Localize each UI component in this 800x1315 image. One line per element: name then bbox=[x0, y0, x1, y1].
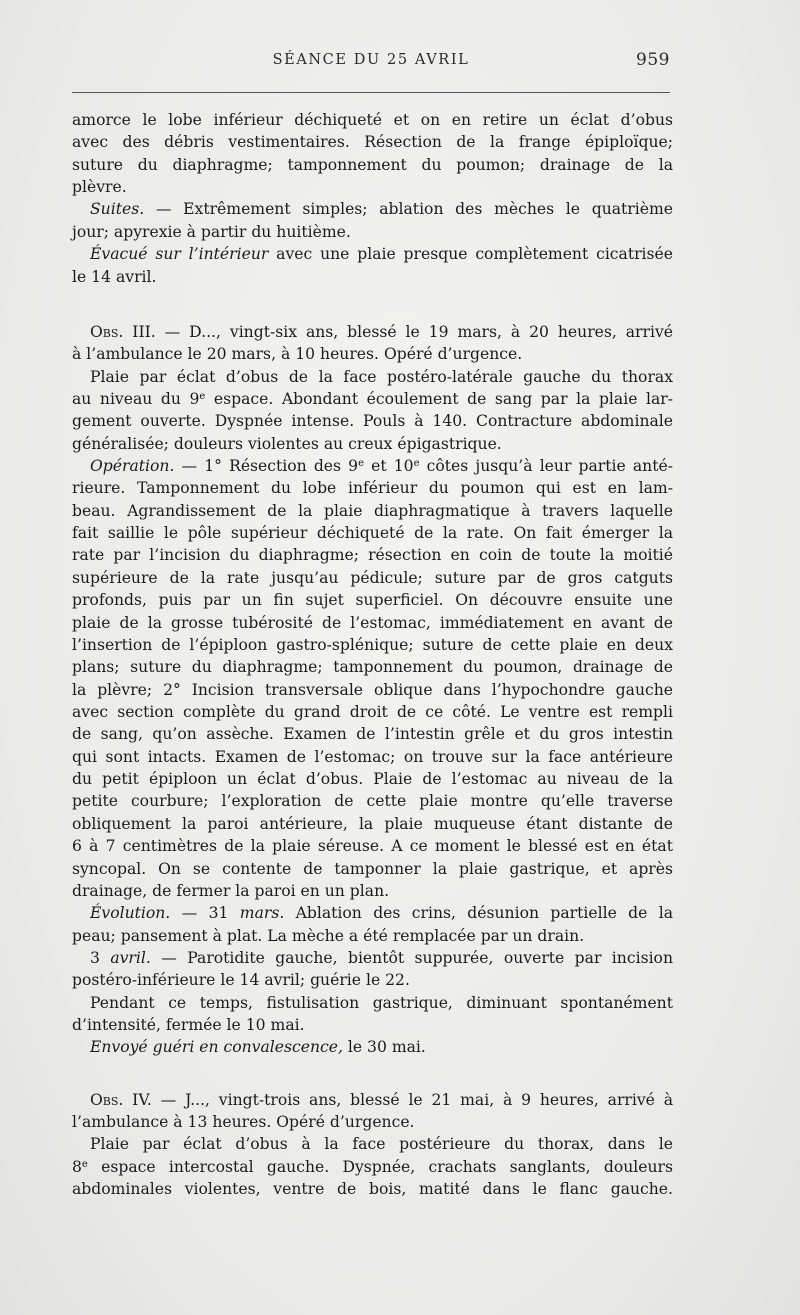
text-line: avec des débris vestimentaires. Résection de la frange épiploïque; bbox=[72, 133, 673, 152]
text-line: 3 avril. — Parotidite gauche, bientôt suppurée, ouverte par incision bbox=[90, 948, 673, 967]
running-head: SÉANCE DU 25 AVRIL bbox=[272, 52, 470, 68]
text-line: Plaie par éclat d’obus de la face postéro-latérale gauche du thorax bbox=[90, 367, 673, 386]
text-line: généralisée; douleurs violentes au creux épigastrique. bbox=[72, 434, 502, 453]
suites-label: Suites. bbox=[90, 200, 145, 219]
text-line: rate par l’incision du diaphragme; résection en coin de toute la moitié bbox=[72, 546, 673, 565]
text-line: postéro-inférieure le 14 avril; guérie le 22. bbox=[72, 971, 410, 990]
header-rule bbox=[72, 92, 670, 93]
text-line: profonds, puis par un fin sujet superficiel. On découvre ensuite une bbox=[72, 591, 673, 610]
text-line: Plaie par éclat d’obus à la face postérieure du thorax, dans le bbox=[90, 1135, 673, 1154]
evolution-label: Évolution. bbox=[90, 904, 171, 923]
operation-label: Opération. bbox=[90, 457, 175, 476]
text-line: 8e espace intercostal gauche. Dyspnée, crachats sanglants, douleurs bbox=[72, 1157, 673, 1176]
text-line: amorce le lobe inférieur déchiqueté et on en retire un éclat d’obus bbox=[72, 111, 673, 129]
text-line: Envoyé guéri en convalescence, le 30 mai. bbox=[90, 1038, 426, 1057]
text-line: Évacué sur l’intérieur avec une plaie presque complètement cicatrisée bbox=[90, 245, 674, 264]
text-line: jour; apyrexie à partir du huitième. bbox=[72, 222, 351, 241]
text-line: rieure. Tamponnement du lobe inférieur du poumon qui est en lam- bbox=[72, 479, 673, 498]
text-line: l’ambulance à 13 heures. Opéré d’urgence. bbox=[72, 1113, 415, 1132]
text-line: d’intensité, fermée le 10 mai. bbox=[72, 1016, 305, 1035]
evacue-label: Évacué sur l’intérieur bbox=[90, 245, 269, 264]
text-line: syncopal. On se contente de tamponner la plaie gastrique, et après bbox=[72, 859, 673, 878]
text-line: plaie de la grosse tubérosité de l’estomac, immédiatement en avant de bbox=[72, 613, 673, 632]
page-number: 959 bbox=[636, 50, 670, 70]
text-line: supérieure de la rate jusqu’au pédicule; suture par de gros catguts bbox=[72, 568, 673, 587]
text-line: beau. Agrandissement de la plaie diaphragmatique à travers laquelle bbox=[72, 501, 673, 520]
text-line: plans; suture du diaphragme; tamponnement du poumon, drainage de bbox=[72, 658, 673, 677]
text-line: Opération. — 1° Résection des 9e et 10e côtes jusqu’à leur partie anté- bbox=[90, 457, 673, 476]
text-line: Suites. — Extrêmement simples; ablation des mèches le quatrième bbox=[90, 200, 673, 219]
text-line: le 14 avril. bbox=[72, 267, 157, 286]
text-line: qui sont intacts. Examen de l’estomac; on trouve sur la face antérieure bbox=[72, 747, 673, 766]
text-line: Évolution. — 31 mars. Ablation des crins, désunion partielle de la bbox=[90, 904, 674, 923]
text-line: peau; pansement à plat. La mèche a été remplacée par un drain. bbox=[72, 926, 585, 945]
text-line: la plèvre; 2° Incision transversale oblique dans l’hypochondre gauche bbox=[72, 680, 673, 699]
text-line: de sang, qu’on assèche. Examen de l’intestin grêle et du gros intestin bbox=[72, 725, 673, 744]
text-line: gement ouverte. Dyspnée intense. Pouls à 140. Contracture abdominale bbox=[72, 412, 673, 431]
text-line: suture du diaphragme; tamponnement du poumon; drainage de la bbox=[72, 155, 673, 174]
text-line: à l’ambulance le 20 mars, à 10 heures. Opéré d’urgence. bbox=[72, 345, 523, 364]
obs4-heading-line: Obs. IV. — J..., vingt-trois ans, blessé le 21 mai, à 9 heures, arrivé à bbox=[90, 1090, 674, 1109]
text-line: du petit épiploon un éclat d’obus. Plaie de l’estomac au niveau de la bbox=[72, 770, 673, 789]
obs4-label: Obs. IV. bbox=[90, 1090, 152, 1109]
obs3-heading-line: Obs. III. — D..., vingt-six ans, blessé le 19 mars, à 20 heures, arrivé bbox=[90, 322, 673, 341]
text-line: 6 à 7 centimètres de la plaie séreuse. A ce moment le blessé est en état bbox=[72, 837, 673, 856]
body-text bbox=[72, 109, 673, 1201]
envoye-label: Envoyé guéri en convalescence, bbox=[90, 1038, 343, 1057]
text-line: obliquement la paroi antérieure, la plaie muqueuse étant distante de bbox=[72, 814, 673, 833]
text-line: au niveau du 9e espace. Abondant écoulement de sang par la plaie lar- bbox=[72, 389, 673, 408]
text-line: abdominales violentes, ventre de bois, matité dans le flanc gauche. bbox=[72, 1180, 673, 1199]
text-line: drainage, de fermer la paroi en un plan. bbox=[72, 881, 390, 900]
text-line: fait saillie le pôle supérieur déchiqueté de la rate. On fait émerger la bbox=[72, 524, 673, 543]
text-line: l’insertion de l’épiploon gastro-splénique; suture de cette plaie en deux bbox=[72, 635, 673, 654]
text-line: petite courbure; l’exploration de cette plaie montre qu’elle traverse bbox=[72, 792, 673, 811]
text-line: Pendant ce temps, fistulisation gastrique, diminuant spontanément bbox=[90, 993, 673, 1012]
text-line: plèvre. bbox=[72, 178, 127, 197]
text-line: avec section complète du grand droit de ce côté. Le ventre est rempli bbox=[72, 702, 673, 721]
obs3-label: Obs. III. bbox=[90, 322, 156, 341]
